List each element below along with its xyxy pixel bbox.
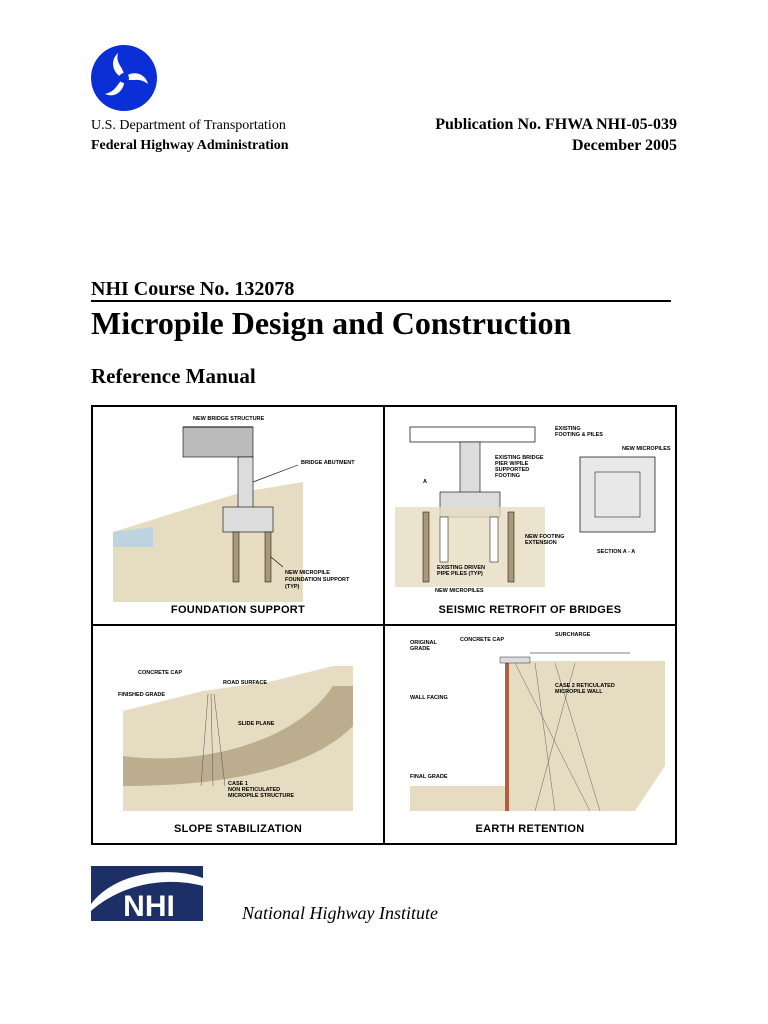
label-bridge-abutment: BRIDGE ABUTMENT — [301, 460, 355, 466]
caption-slope-stabilization: SLOPE STABILIZATION — [173, 823, 303, 835]
nhi-name: National Highway Institute — [242, 903, 438, 923]
application-figure — [91, 405, 677, 845]
panel-foundation-support — [92, 406, 384, 625]
label-final-grade: FINAL GRADE — [410, 774, 448, 780]
label-case-1: CASE 1 — [228, 781, 248, 787]
label-new-micropile: NEW MICROPILE — [285, 570, 330, 576]
label-new-micropiles: NEW MICROPILES — [435, 588, 484, 594]
slope-stabilization-diagram — [93, 626, 384, 844]
label-new-footing: NEW FOOTING — [525, 534, 565, 540]
earth-retention-diagram — [385, 626, 676, 844]
label-footing: FOOTING — [495, 473, 521, 479]
label-section-mark: A — [423, 479, 427, 485]
label-case-2: CASE 2 RETICULATED — [555, 683, 615, 689]
caption-earth-retention: EARTH RETENTION — [475, 823, 585, 835]
label-typ: (TYP) — [285, 584, 300, 590]
label-existing-driven: EXISTING DRIVEN — [437, 565, 485, 571]
nhi-logo — [91, 866, 203, 921]
caption-foundation-support: FOUNDATION SUPPORT — [170, 604, 306, 616]
panel-slope-stabilization — [92, 625, 384, 844]
label-footing-piles: FOOTING & PILES — [555, 432, 603, 438]
document-subtitle: Reference Manual — [91, 364, 256, 388]
label-concrete-cap: CONCRETE CAP — [138, 670, 183, 676]
label-foundation-support: FOUNDATION SUPPORT — [285, 577, 350, 583]
course-number: NHI Course No. 132078 — [91, 278, 671, 302]
label-new-micropiles-section: NEW MICROPILES — [622, 446, 671, 452]
publication-info — [435, 114, 677, 156]
label-existing-bridge: EXISTING BRIDGE — [495, 455, 544, 461]
panel-seismic-retrofit — [384, 406, 676, 625]
foundation-support-diagram — [93, 407, 384, 625]
seismic-retrofit-diagram — [385, 407, 676, 625]
label-wall-facing: WALL FACING — [410, 695, 448, 701]
label-micropile-structure: MICROPILE STRUCTURE — [228, 793, 294, 799]
caption-seismic-retrofit: SEISMIC RETROFIT OF BRIDGES — [438, 604, 622, 616]
department-name: U.S. Department of Transportation — [91, 118, 286, 133]
document-title: Micropile Design and Construction — [91, 305, 572, 341]
label-extension: EXTENSION — [525, 540, 557, 546]
dot-logo — [91, 45, 157, 111]
label-road-surface: ROAD SURFACE — [223, 680, 268, 686]
publication-date: December 2005 — [572, 137, 677, 154]
label-pier-pile: PIER W/PILE — [495, 461, 529, 467]
administration-name: Federal Highway Administration — [91, 138, 289, 153]
label-grade: GRADE — [410, 646, 430, 652]
publication-number: Publication No. FHWA NHI-05-039 — [435, 116, 677, 133]
label-new-bridge-structure: NEW BRIDGE STRUCTURE — [193, 416, 265, 422]
label-micropile-wall: MICROPILE WALL — [555, 689, 603, 695]
panel-earth-retention — [384, 625, 676, 844]
label-existing: EXISTING — [555, 426, 581, 432]
label-slide-plane: SLIDE PLANE — [238, 721, 275, 727]
label-concrete-cap-wall: CONCRETE CAP — [460, 637, 505, 643]
label-supported: SUPPORTED — [495, 467, 530, 473]
label-non-reticulated: NON RETICULATED — [228, 787, 281, 793]
label-finished-grade: FINISHED GRADE — [118, 692, 166, 698]
label-original: ORIGINAL — [410, 640, 437, 646]
label-surcharge: SURCHARGE — [555, 632, 591, 638]
nhi-logo-text: NHI — [123, 890, 175, 921]
agency-block — [91, 116, 289, 156]
label-pipe-piles: PIPE PILES (TYP) — [437, 571, 483, 577]
label-section-a-a: SECTION A - A — [597, 549, 636, 555]
